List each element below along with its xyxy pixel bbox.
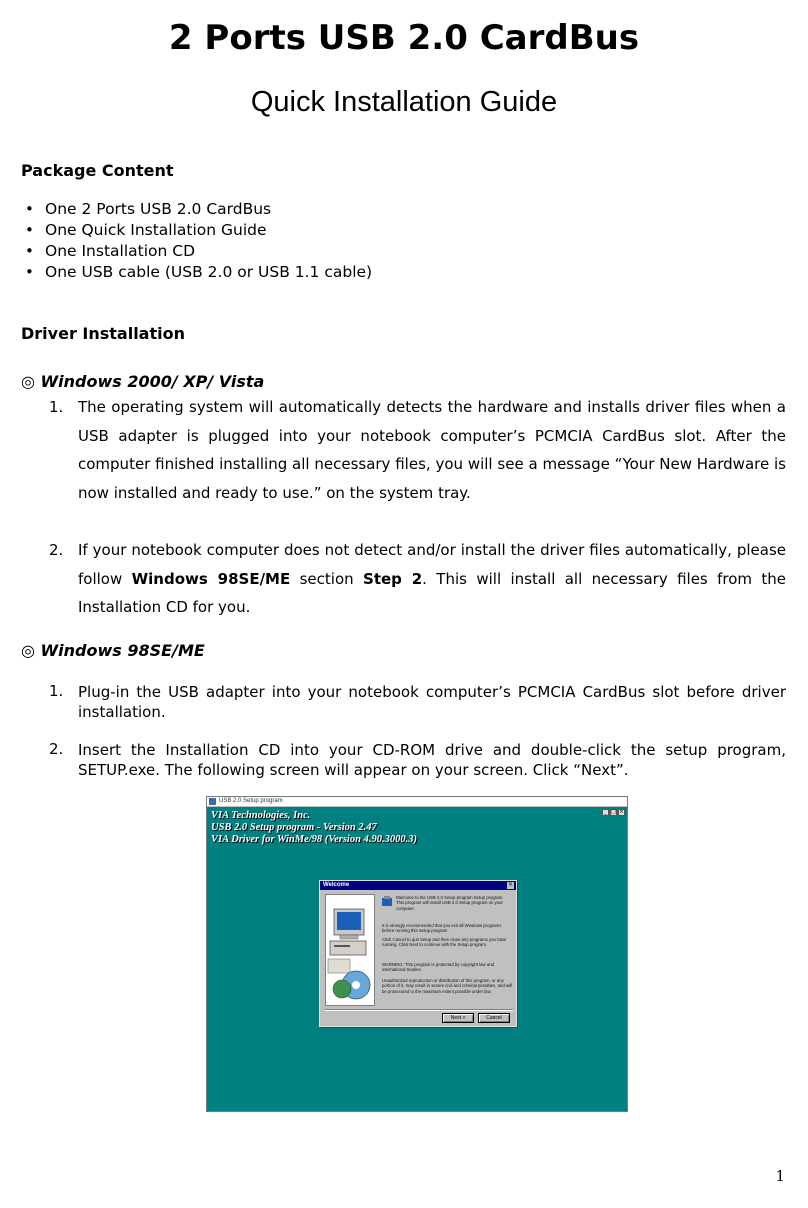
step-text: . This will install all necessary files from the Installation CD for you. xyxy=(78,569,787,616)
win2000-step-2-text xyxy=(78,536,786,622)
dialog-titlebar xyxy=(320,881,516,890)
banner-line: VIA Driver for WinMe/98 (Version 4.90.3000.3) xyxy=(211,834,417,845)
dialog-title: Welcome xyxy=(323,882,350,888)
screenshot-window-title: USB 2.0 Setup program xyxy=(219,798,283,804)
package-content-heading: Package Content xyxy=(21,161,174,180)
step-number: 1. xyxy=(49,682,64,700)
driver-installation-heading: Driver Installation xyxy=(21,324,185,343)
list-item: • One 2 Ports USB 2.0 CardBus xyxy=(21,199,372,220)
list-item: • One Installation CD xyxy=(21,241,372,262)
windows-2000-heading: ◎ Windows 2000/ XP/ Vista xyxy=(21,372,265,391)
step-text: If your notebook computer does not detect and/or install the driver files automatically, please follow xyxy=(78,541,786,588)
win98-step-2-text: Insert the Installation CD into your CD-ROM drive and double-click the setup program, SETUP.exe. The following screen will appear on your screen. Click “Next”. xyxy=(78,741,786,779)
setup-illustration xyxy=(325,894,375,1006)
win2000-step-1-text: The operating system will automatically detects the hardware and installs driver files when a USB adapter is plugged into your notebook computer’s PCMCIA CardBus slot. After the computer finished installing all necessary files, you will see a message “Your New Hardware is now installed and ready to use.” on the system tray. xyxy=(78,398,786,502)
step-number: 2. xyxy=(49,541,64,559)
computer-cd-illustration xyxy=(326,895,374,1005)
package-content-list xyxy=(21,199,372,283)
dialog-paragraph: It is strongly recommended that you exit all Windows programs before running this Setup program. xyxy=(382,923,502,934)
document-subtitle: Quick Installation Guide xyxy=(250,86,558,118)
document-title: 2 Ports USB 2.0 CardBus xyxy=(168,18,640,58)
app-icon xyxy=(209,798,216,805)
dialog-paragraph: WARNING: This program is protected by copyright law and international treaties. xyxy=(382,962,495,973)
maximize-icon[interactable]: □ xyxy=(611,809,616,815)
os-reference: Windows 98SE/ME xyxy=(131,569,291,588)
list-item: • One Quick Installation Guide xyxy=(21,220,372,241)
window-controls xyxy=(601,798,625,817)
minimize-icon[interactable]: _ xyxy=(602,809,609,816)
close-icon[interactable]: × xyxy=(507,881,514,888)
step-reference: Step 2 xyxy=(363,569,423,588)
cancel-button[interactable]: Cancel xyxy=(478,1013,510,1023)
win98-step-1-text: Plug-in the USB adapter into your notebook computer’s PCMCIA CardBus slot before driver installation. xyxy=(78,683,786,721)
setup-icon xyxy=(382,896,392,906)
dialog-separator xyxy=(325,1009,513,1011)
banner-line: VIA Technologies, Inc. xyxy=(211,810,311,821)
setup-screenshot xyxy=(206,796,628,1112)
windows-98-heading: ◎ Windows 98SE/ME xyxy=(21,641,205,660)
close-icon[interactable]: × xyxy=(619,809,624,815)
dialog-paragraph: Unauthorized reproduction or distribution of this program, or any portion of it, may result in severe civil and criminal penalties, and will be prosecuted to the maximum extent possible under law. xyxy=(382,978,512,994)
step-text: section xyxy=(290,569,364,588)
step-number: 1. xyxy=(49,398,64,416)
banner-line: USB 2.0 Setup program - Version 2.47 xyxy=(211,822,377,833)
list-item: • One USB cable (USB 2.0 or USB 1.1 cable) xyxy=(21,262,372,283)
page-number: 1 xyxy=(775,1167,785,1185)
next-button[interactable]: Next > xyxy=(442,1013,474,1023)
screenshot-window-titlebar xyxy=(207,797,627,815)
step-number: 2. xyxy=(49,740,64,758)
welcome-dialog xyxy=(319,880,517,1027)
dialog-paragraph: Welcome to the USB 2.0 Setup program Setup program. This program will install USB 2.0 Setup program on your computer. xyxy=(396,895,504,911)
dialog-paragraph: Click Cancel to quit Setup and then close any programs you have running. Click Next to continue with the Setup program. xyxy=(382,937,507,948)
